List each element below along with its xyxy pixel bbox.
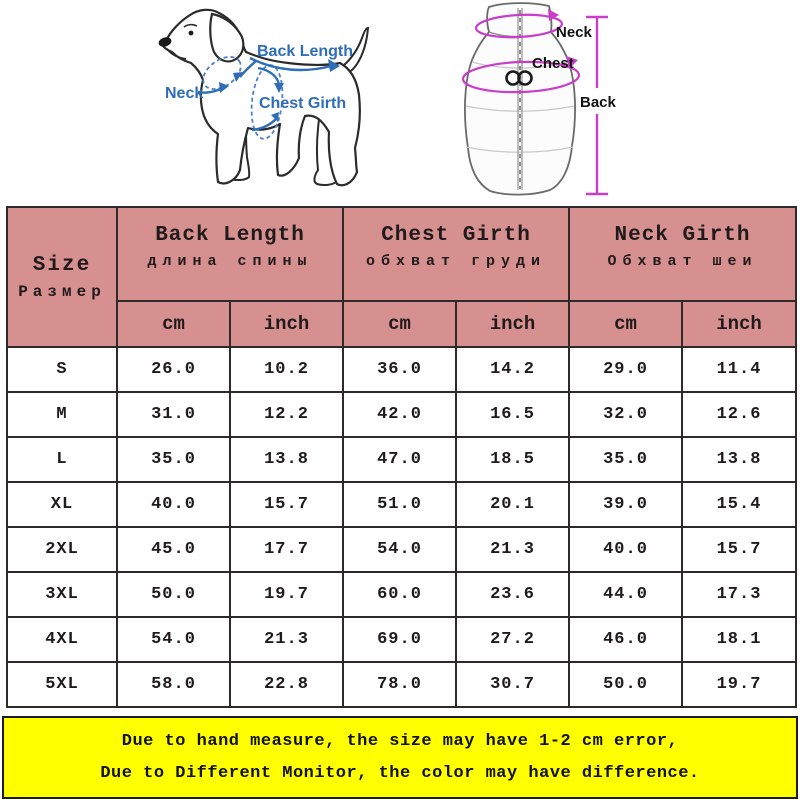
cell-back-cm: 35.0 <box>117 437 230 482</box>
cell-back-cm: 50.0 <box>117 572 230 617</box>
cell-chest-cm: 78.0 <box>343 662 456 707</box>
cell-size: M <box>7 392 117 437</box>
dog-chest-girth-label: Chest Girth <box>259 95 347 112</box>
header-neck-girth-ru: Обхват шеи <box>607 253 758 270</box>
cell-back-inch: 13.8 <box>230 437 343 482</box>
dog-eye <box>189 31 194 36</box>
cell-chest-inch: 18.5 <box>456 437 569 482</box>
cell-back-cm: 54.0 <box>117 617 230 662</box>
cell-neck-inch: 15.4 <box>682 482 796 527</box>
cell-chest-cm: 51.0 <box>343 482 456 527</box>
cell-chest-inch: 14.2 <box>456 347 569 392</box>
header-back-length <box>117 207 343 301</box>
cell-size: S <box>7 347 117 392</box>
table-row-3xl <box>7 572 796 617</box>
cell-back-inch: 22.8 <box>230 662 343 707</box>
cell-chest-cm: 36.0 <box>343 347 456 392</box>
vest-chest-label: Chest <box>532 55 574 72</box>
unit-neck-inch: inch <box>682 301 796 347</box>
disclaimer-line-2: Due to Different Monitor, the color may have difference. <box>100 764 700 784</box>
vest-back-label: Back <box>580 94 616 111</box>
cell-neck-inch: 12.6 <box>682 392 796 437</box>
cell-neck-cm: 46.0 <box>569 617 682 662</box>
cell-neck-inch: 19.7 <box>682 662 796 707</box>
cell-back-inch: 17.7 <box>230 527 343 572</box>
table-unit-row <box>7 301 796 347</box>
unit-chest-inch: inch <box>456 301 569 347</box>
cell-neck-inch: 17.3 <box>682 572 796 617</box>
table-row-4xl <box>7 617 796 662</box>
cell-chest-cm: 60.0 <box>343 572 456 617</box>
disclaimer-note <box>2 716 798 799</box>
cell-size: 4XL <box>7 617 117 662</box>
cell-neck-cm: 39.0 <box>569 482 682 527</box>
cell-back-inch: 15.7 <box>230 482 343 527</box>
vest-neck-label: Neck <box>556 24 592 41</box>
cell-chest-cm: 54.0 <box>343 527 456 572</box>
cell-chest-inch: 27.2 <box>456 617 569 662</box>
cell-size: 3XL <box>7 572 117 617</box>
cell-size: 5XL <box>7 662 117 707</box>
cell-neck-inch: 15.7 <box>682 527 796 572</box>
table-row-xl <box>7 482 796 527</box>
header-size-ru: Размер <box>18 282 106 301</box>
table-header-row <box>7 207 796 301</box>
table-row-m <box>7 392 796 437</box>
unit-back-cm: cm <box>117 301 230 347</box>
unit-back-inch: inch <box>230 301 343 347</box>
cell-neck-inch: 18.1 <box>682 617 796 662</box>
dog-back-length-label: Back Length <box>257 43 354 60</box>
table-row-l <box>7 437 796 482</box>
disclaimer-line-1: Due to hand measure, the size may have 1-2 cm error, <box>121 731 679 751</box>
cell-neck-cm: 40.0 <box>569 527 682 572</box>
table-row-s <box>7 347 796 392</box>
header-chest-girth-ru: обхват груди <box>365 253 547 270</box>
dog-measurement-diagram <box>148 0 380 205</box>
unit-chest-cm: cm <box>343 301 456 347</box>
table-row-2xl <box>7 527 796 572</box>
cell-chest-inch: 20.1 <box>456 482 569 527</box>
cell-chest-cm: 42.0 <box>343 392 456 437</box>
cell-back-cm: 45.0 <box>117 527 230 572</box>
cell-neck-cm: 29.0 <box>569 347 682 392</box>
cell-neck-inch: 13.8 <box>682 437 796 482</box>
cell-size: L <box>7 437 117 482</box>
cell-size: 2XL <box>7 527 117 572</box>
table-row-5xl <box>7 662 796 707</box>
cell-back-cm: 40.0 <box>117 482 230 527</box>
header-back-length-ru: длина спины <box>147 253 313 270</box>
header-chest-girth <box>343 207 569 301</box>
vest-measurement-diagram <box>438 0 645 205</box>
header-size-en: Size <box>32 253 92 277</box>
cell-back-cm: 31.0 <box>117 392 230 437</box>
dog-neck-label: Neck <box>165 85 204 102</box>
cell-neck-cm: 32.0 <box>569 392 682 437</box>
cell-back-inch: 21.3 <box>230 617 343 662</box>
header-size <box>7 207 117 347</box>
dog-ear <box>210 14 243 61</box>
cell-chest-inch: 21.3 <box>456 527 569 572</box>
cell-chest-inch: 23.6 <box>456 572 569 617</box>
header-back-length-en: Back Length <box>155 224 305 247</box>
cell-back-inch: 19.7 <box>230 572 343 617</box>
size-table <box>6 206 797 708</box>
cell-neck-inch: 11.4 <box>682 347 796 392</box>
cell-chest-cm: 47.0 <box>343 437 456 482</box>
cell-neck-cm: 35.0 <box>569 437 682 482</box>
cell-chest-cm: 69.0 <box>343 617 456 662</box>
cell-back-cm: 26.0 <box>117 347 230 392</box>
cell-back-cm: 58.0 <box>117 662 230 707</box>
cell-back-inch: 10.2 <box>230 347 343 392</box>
cell-chest-inch: 16.5 <box>456 392 569 437</box>
cell-size: XL <box>7 482 117 527</box>
cell-back-inch: 12.2 <box>230 392 343 437</box>
cell-neck-cm: 44.0 <box>569 572 682 617</box>
header-chest-girth-en: Chest Girth <box>381 224 531 247</box>
cell-neck-cm: 50.0 <box>569 662 682 707</box>
unit-neck-cm: cm <box>569 301 682 347</box>
header-neck-girth <box>569 207 796 301</box>
header-neck-girth-en: Neck Girth <box>614 224 751 247</box>
cell-chest-inch: 30.7 <box>456 662 569 707</box>
